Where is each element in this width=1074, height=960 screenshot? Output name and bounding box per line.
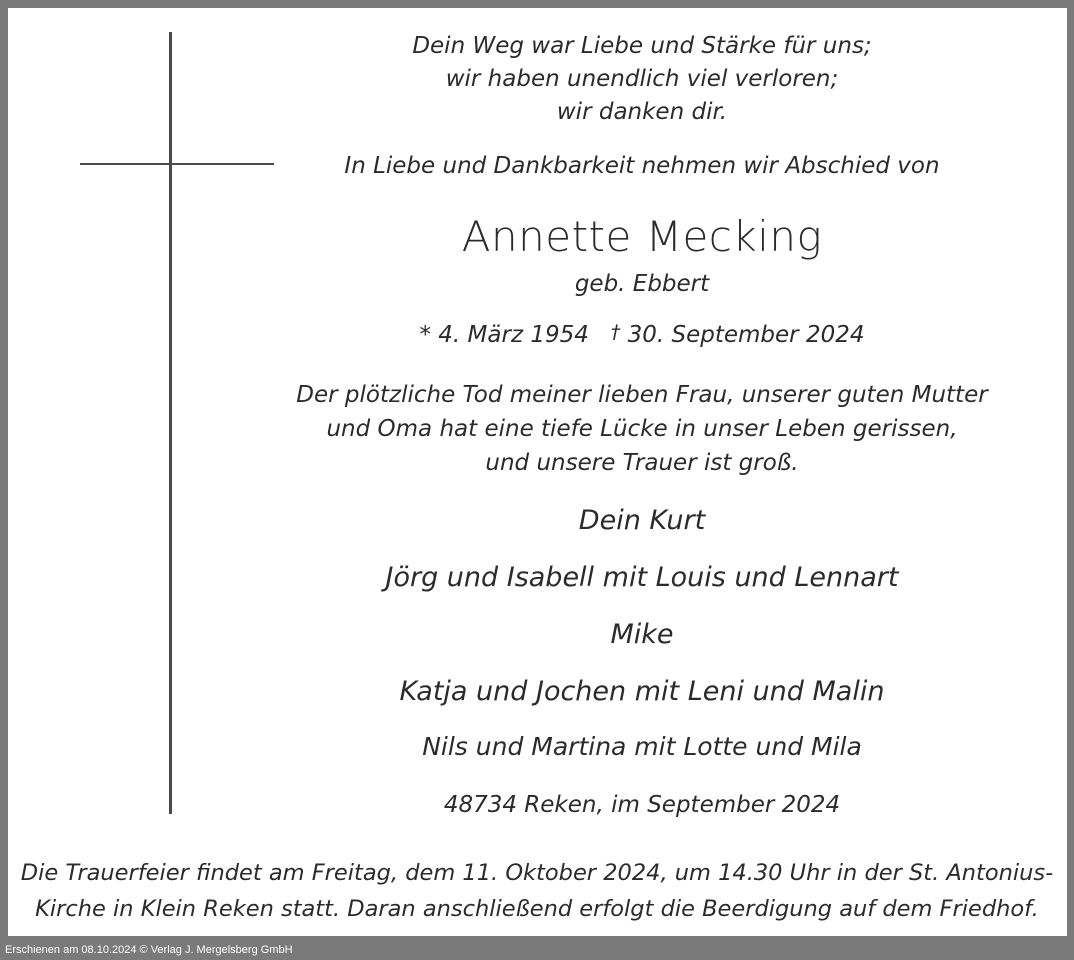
place-and-date: 48734 Reken, im September 2024 [443,792,841,818]
birth-date: 4. März 1954 [438,322,589,348]
poem-line: wir danken dir. [556,99,728,125]
cross-horizontal-beam [80,163,274,165]
family-member: Mike [610,619,674,650]
farewell-intro: In Liebe und Dankbarkeit nehmen wir Abschied von [344,153,940,179]
message-line: Der plötzliche Tod meiner lieben Frau, unserer guten Mutter [296,382,988,408]
service-line: Kirche in Klein Reken statt. Daran anschließend erfolgt die Beerdigung auf dem Friedhof. [35,896,1039,922]
family-member: Dein Kurt [578,505,706,536]
family-member: Nils und Martina mit Lotte und Mila [422,732,862,761]
poem-line: wir haben unendlich viel verloren; [445,66,839,92]
death-symbol: † [610,321,621,343]
publication-footer: Erschienen am 08.10.2024 © Verlag J. Mergelsberg GmbH [5,944,293,956]
life-dates [292,321,992,348]
family-member: Jörg und Isabell mit Louis und Lennart [385,562,899,593]
service-line: Die Trauerfeier findet am Freitag, dem 11. Oktober 2024, um 14.30 Uhr in der St. Antonius- [20,860,1054,886]
death-date: 30. September 2024 [627,322,865,348]
mourning-message [292,378,992,480]
message-line: und Oma hat eine tiefe Lücke in unser Leben gerissen, [326,416,958,442]
family-member: Katja und Jochen mit Leni und Malin [399,676,885,707]
birth-symbol: * [419,322,431,348]
cross-vertical-beam [169,32,172,814]
maiden-name: geb. Ebbert [574,271,710,297]
poem-line: Dein Weg war Liebe und Stärke für uns; [412,33,872,59]
deceased-name: Annette Mecking [461,212,823,261]
poem [292,30,992,129]
funeral-service-info [0,855,1074,927]
message-line: und unsere Trauer ist groß. [485,450,799,476]
